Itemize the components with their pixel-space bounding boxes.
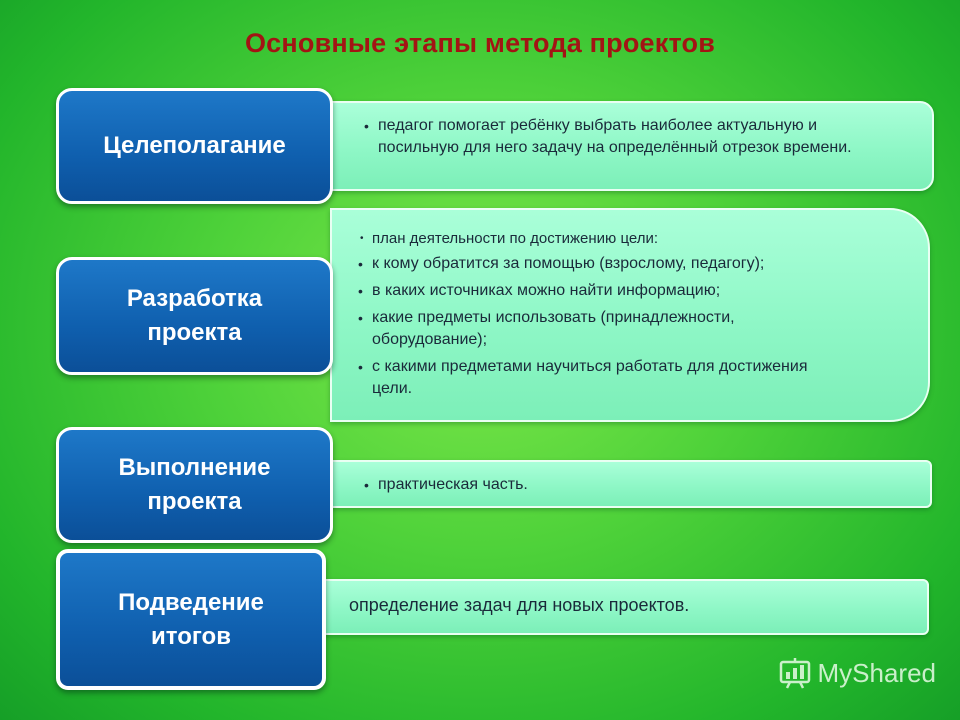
stage-3-label-line-2: проекта: [147, 488, 242, 515]
stage-2-bullet-5: • с какими предметами научиться работать для достижения цели.: [356, 356, 812, 400]
stage-2-label-box: [56, 257, 333, 375]
presentation-icon: [778, 656, 812, 690]
stage-2-bullet-3: • в каких источниках можно найти информацию;: [356, 280, 896, 302]
stage-2-description-panel: [330, 208, 930, 422]
stage-4-description-panel: [305, 579, 929, 635]
stage-3-label-box: [56, 427, 333, 543]
stage-1-bullet: • педагог помогает ребёнку выбрать наиболее актуальную и посильную для него задачу на определённый отрезок времени.: [362, 115, 902, 159]
stage-3-bullet: • практическая часть.: [362, 474, 902, 496]
stage-1-label: Целеполагание: [103, 132, 286, 159]
stage-2-bullet-4: • какие предметы использовать (принадлежности, оборудование);: [356, 307, 842, 351]
stage-1-description-panel: [318, 101, 934, 191]
stage-2-bullet-2: • к кому обратится за помощью (взрослому, педагогу);: [356, 253, 896, 275]
watermark: [778, 656, 937, 690]
stage-4-text: определение задач для новых проектов.: [349, 595, 690, 615]
slide-title: Основные этапы метода проектов: [244, 28, 716, 58]
stage-3-description-panel: [318, 460, 932, 508]
stage-4-label-line-2: итогов: [151, 622, 231, 650]
stage-3-label-line-1: Выполнение: [118, 454, 271, 481]
stage-2-label-line-2: проекта: [147, 319, 242, 346]
stage-2-bullet-1: • план деятельности по достижению цели:: [356, 228, 896, 250]
stage-4-label-box: [56, 549, 326, 690]
watermark-text: MyShared: [817, 657, 936, 688]
stage-2-label-line-1: Разработка: [126, 285, 263, 312]
stage-4-label-line-1: Подведение: [118, 588, 264, 616]
stage-1-label-box: [56, 88, 333, 204]
